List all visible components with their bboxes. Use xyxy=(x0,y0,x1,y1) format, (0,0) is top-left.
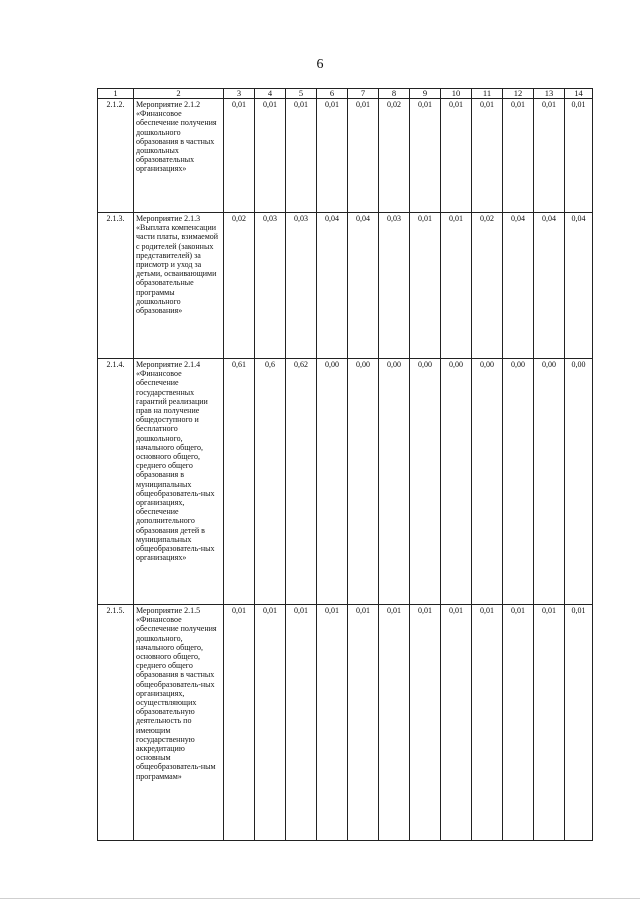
value-cell: 0,01 xyxy=(379,605,410,841)
value-cell: 0,01 xyxy=(472,99,503,213)
value-cell: 0,01 xyxy=(410,213,441,359)
value-cell: 0,03 xyxy=(379,213,410,359)
header-row xyxy=(98,89,593,99)
value-cell: 0,04 xyxy=(348,213,379,359)
column-header: 5 xyxy=(286,89,317,99)
value-cell: 0,00 xyxy=(317,359,348,605)
column-header: 8 xyxy=(379,89,410,99)
value-cell: 0,04 xyxy=(503,213,534,359)
value-cell: 0,02 xyxy=(472,213,503,359)
value-cell: 0,01 xyxy=(472,605,503,841)
page-edge-line xyxy=(0,898,640,899)
value-cell: 0,62 xyxy=(286,359,317,605)
value-cell: 0,01 xyxy=(565,99,593,213)
value-cell: 0,01 xyxy=(503,605,534,841)
value-cell: 0,00 xyxy=(534,359,565,605)
value-cell: 0,01 xyxy=(286,99,317,213)
row-code: 2.1.4. xyxy=(98,359,134,605)
value-cell: 0,01 xyxy=(255,99,286,213)
value-cell: 0,00 xyxy=(503,359,534,605)
value-cell: 0,01 xyxy=(441,99,472,213)
value-cell: 0,01 xyxy=(410,99,441,213)
column-header: 3 xyxy=(224,89,255,99)
value-cell: 0,00 xyxy=(441,359,472,605)
value-cell: 0,01 xyxy=(503,99,534,213)
value-cell: 0,01 xyxy=(534,99,565,213)
value-cell: 0,01 xyxy=(224,605,255,841)
value-cell: 0,01 xyxy=(224,99,255,213)
table-row xyxy=(98,213,593,359)
table-row xyxy=(98,605,593,841)
value-cell: 0,00 xyxy=(379,359,410,605)
row-code: 2.1.3. xyxy=(98,213,134,359)
value-cell: 0,01 xyxy=(286,605,317,841)
table-row xyxy=(98,359,593,605)
value-cell: 0,01 xyxy=(441,213,472,359)
value-cell: 0,04 xyxy=(534,213,565,359)
value-cell: 0,03 xyxy=(255,213,286,359)
value-cell: 0,6 xyxy=(255,359,286,605)
column-header: 2 xyxy=(134,89,224,99)
value-cell: 0,61 xyxy=(224,359,255,605)
row-code: 2.1.5. xyxy=(98,605,134,841)
row-description: Мероприятие 2.1.3 «Выплата компенсации части платы, взимаемой с родителей (законных представителей) за присмотр и уход за детьми, осваивающими образовательные программы дошкольного образования» xyxy=(134,213,224,359)
value-cell: 0,01 xyxy=(534,605,565,841)
value-cell: 0,02 xyxy=(224,213,255,359)
column-header: 7 xyxy=(348,89,379,99)
page-number: 6 xyxy=(316,57,324,72)
value-cell: 0,01 xyxy=(255,605,286,841)
column-header: 12 xyxy=(503,89,534,99)
row-description: Мероприятие 2.1.5 «Финансовое обеспечение получения дошкольного, начального общего, основного общего, среднего общего образования в частных общеобразователь-ных организациях, осуществляющих образовательную деятельность по имеющим государственную аккредитацию основным общеобразователь-ным программам» xyxy=(134,605,224,841)
column-header: 10 xyxy=(441,89,472,99)
row-description: Мероприятие 2.1.4 «Финансовое обеспечение государственных гарантий реализации прав на получение общедоступного и бесплатного дошкольного, начального общего, основного общего, среднего общего образования в муниципальных общеобразователь-ных организациях, обеспечение дополнительного образования детей в муниципальных общеобразователь-ных организациях» xyxy=(134,359,224,605)
table-row xyxy=(98,99,593,213)
value-cell: 0,03 xyxy=(286,213,317,359)
column-header: 9 xyxy=(410,89,441,99)
value-cell: 0,01 xyxy=(317,99,348,213)
column-header: 1 xyxy=(98,89,134,99)
data-table xyxy=(97,88,593,841)
value-cell: 0,01 xyxy=(565,605,593,841)
value-cell: 0,00 xyxy=(565,359,593,605)
value-cell: 0,00 xyxy=(348,359,379,605)
value-cell: 0,01 xyxy=(317,605,348,841)
value-cell: 0,01 xyxy=(348,99,379,213)
column-header: 6 xyxy=(317,89,348,99)
value-cell: 0,01 xyxy=(410,605,441,841)
column-header: 11 xyxy=(472,89,503,99)
row-code: 2.1.2. xyxy=(98,99,134,213)
value-cell: 0,02 xyxy=(379,99,410,213)
value-cell: 0,04 xyxy=(565,213,593,359)
value-cell: 0,01 xyxy=(441,605,472,841)
value-cell: 0,01 xyxy=(348,605,379,841)
row-description: Мероприятие 2.1.2 «Финансовое обеспечение получения дошкольного образования в частных дошкольных образовательных организациях» xyxy=(134,99,224,213)
value-cell: 0,00 xyxy=(472,359,503,605)
value-cell: 0,04 xyxy=(317,213,348,359)
value-cell: 0,00 xyxy=(410,359,441,605)
column-header: 4 xyxy=(255,89,286,99)
column-header: 13 xyxy=(534,89,565,99)
column-header: 14 xyxy=(565,89,593,99)
